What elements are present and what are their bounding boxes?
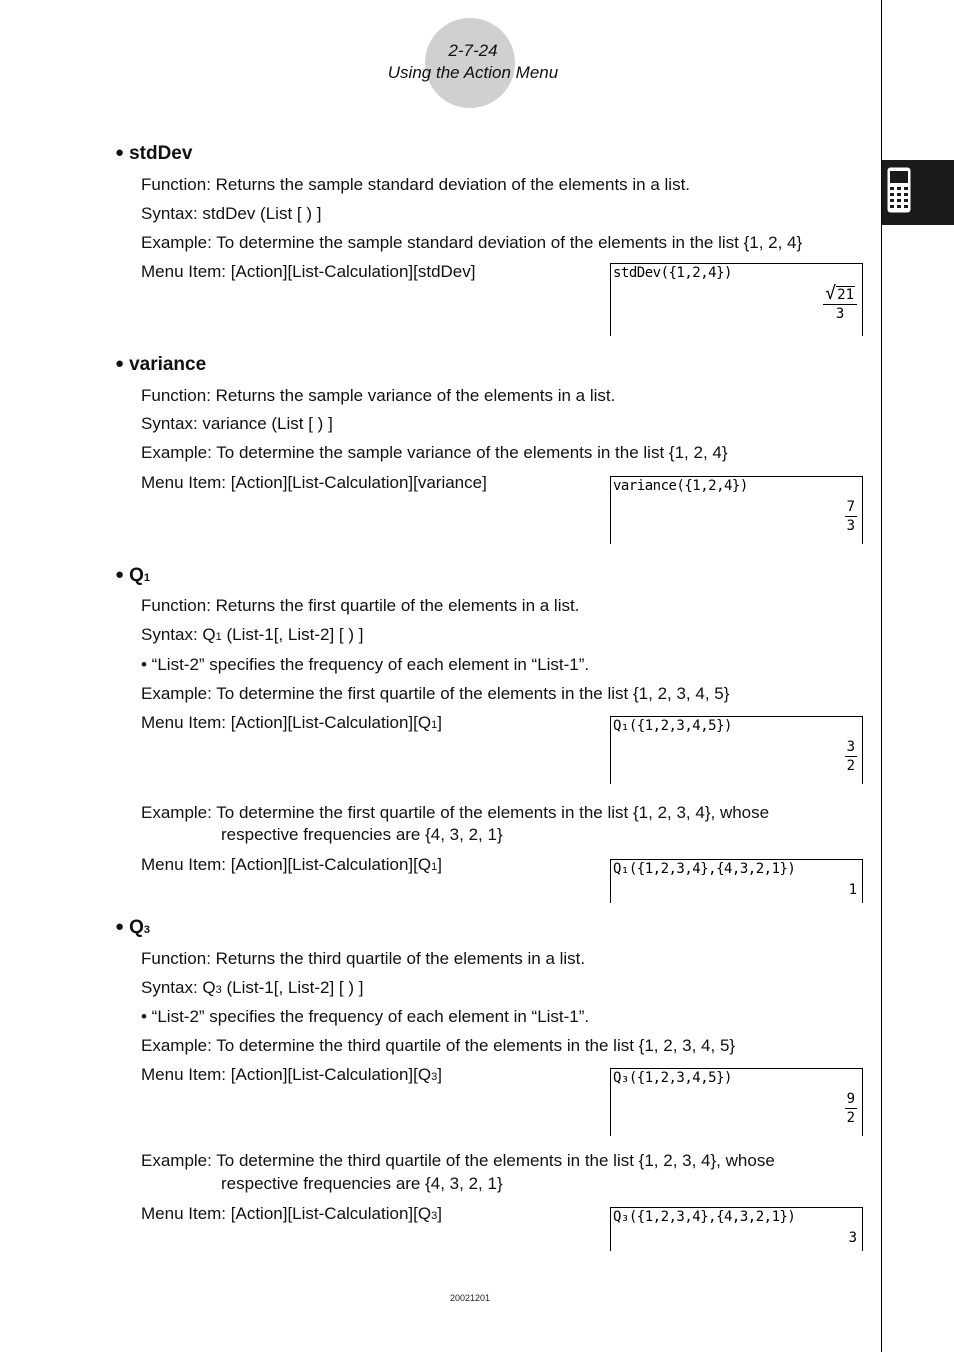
stddev-menu-item: Menu Item: [Action][List-Calculation][stdDev]	[141, 262, 476, 281]
screen-result	[823, 283, 857, 322]
variance-function: Function: Returns the sample variance of the elements in a list.	[141, 386, 616, 405]
q3-menu-item-2: Menu Item: [Action][List-Calculation][Q3]	[141, 1204, 442, 1223]
screen-input: Q₁({1,2,3,4},{4,3,2,1})	[613, 861, 796, 877]
result-denominator: 3	[835, 306, 845, 322]
q3-heading: ● Q3	[115, 917, 150, 938]
q3-function: Function: Returns the third quartile of the elements in a list.	[141, 949, 586, 968]
screen-result: 3	[848, 1230, 857, 1246]
q3-example-2: Example: To determine the third quartile of the elements in the list {1, 2, 3, 4}, whose	[141, 1151, 775, 1170]
result-numerator: 7	[846, 499, 855, 515]
variance-example: Example: To determine the sample variance of the elements in the list {1, 2, 4}	[141, 443, 728, 462]
screen-result	[845, 739, 857, 774]
bullet-icon: ●	[115, 918, 125, 935]
q1-example-2-cont: respective frequencies are {4, 3, 2, 1}	[221, 825, 503, 844]
q1-menu-item-1: Menu Item: [Action][List-Calculation][Q1]	[141, 713, 442, 732]
q1-screen-2	[610, 859, 863, 903]
q1-example-2: Example: To determine the first quartile of the elements in the list {1, 2, 3, 4}, whose	[141, 803, 770, 822]
chapter-tab	[882, 160, 954, 225]
bullet-icon: ●	[115, 566, 125, 583]
page-number: 2-7-24	[448, 41, 498, 60]
variance-screen	[610, 476, 863, 544]
stddev-screen	[610, 263, 863, 336]
result-numerator: 21	[837, 287, 854, 303]
q1-function: Function: Returns the first quartile of the elements in a list.	[141, 596, 580, 615]
screen-input: variance({1,2,4})	[613, 478, 748, 494]
screen-input: Q₃({1,2,3,4,5})	[613, 1070, 732, 1086]
section-title: Using the Action Menu	[387, 63, 559, 82]
stddev-function: Function: Returns the sample standard deviation of the elements in a list.	[141, 175, 691, 194]
q3-screen-1	[610, 1068, 863, 1136]
q1-syntax: Syntax: Q1 (List-1[, List-2] [ ) ]	[141, 625, 364, 644]
screen-input: stdDev({1,2,4})	[613, 265, 732, 281]
bullet-icon: ●	[115, 355, 125, 372]
stddev-heading: ● stdDev	[115, 143, 193, 164]
variance-menu-item: Menu Item: [Action][List-Calculation][variance]	[141, 473, 487, 492]
result-denominator: 3	[846, 518, 855, 534]
result-denominator: 2	[846, 758, 855, 774]
calculator-icon	[887, 167, 911, 213]
stddev-syntax: Syntax: stdDev (List [ ) ]	[141, 204, 322, 223]
q1-screen-1	[610, 716, 863, 784]
page-header	[0, 18, 940, 110]
screen-input: Q₃({1,2,3,4},{4,3,2,1})	[613, 1209, 796, 1225]
result-numerator: 3	[846, 739, 855, 755]
sqrt-icon: √	[825, 283, 837, 304]
q1-menu-item-2: Menu Item: [Action][List-Calculation][Q1]	[141, 855, 442, 874]
footer-code: 20021201	[449, 1293, 491, 1303]
q3-menu-item-1: Menu Item: [Action][List-Calculation][Q3]	[141, 1065, 442, 1084]
q3-example-2-cont: respective frequencies are {4, 3, 2, 1}	[221, 1174, 503, 1193]
screen-result: 1	[848, 882, 857, 898]
screen-result	[845, 499, 857, 534]
result-denominator: 2	[846, 1110, 855, 1126]
q3-note: • “List-2” specifies the frequency of each element in “List-1”.	[141, 1007, 590, 1026]
q1-note: • “List-2” specifies the frequency of each element in “List-1”.	[141, 655, 590, 674]
q3-screen-2	[610, 1207, 863, 1251]
variance-syntax: Syntax: variance (List [ ) ]	[141, 414, 333, 433]
q3-example-1: Example: To determine the third quartile of the elements in the list {1, 2, 3, 4, 5}	[141, 1036, 736, 1055]
stddev-example: Example: To determine the sample standard deviation of the elements in the list {1, 2, 4}	[141, 233, 803, 252]
q1-heading: ● Q1	[115, 565, 150, 586]
result-numerator: 9	[846, 1091, 855, 1107]
screen-result	[845, 1091, 857, 1126]
q1-example-1: Example: To determine the first quartile of the elements in the list {1, 2, 3, 4, 5}	[141, 684, 730, 703]
q3-syntax: Syntax: Q3 (List-1[, List-2] [ ) ]	[141, 978, 364, 997]
screen-input: Q₁({1,2,3,4,5})	[613, 718, 732, 734]
bullet-icon: ●	[115, 144, 125, 161]
variance-heading: ● variance	[115, 354, 207, 375]
